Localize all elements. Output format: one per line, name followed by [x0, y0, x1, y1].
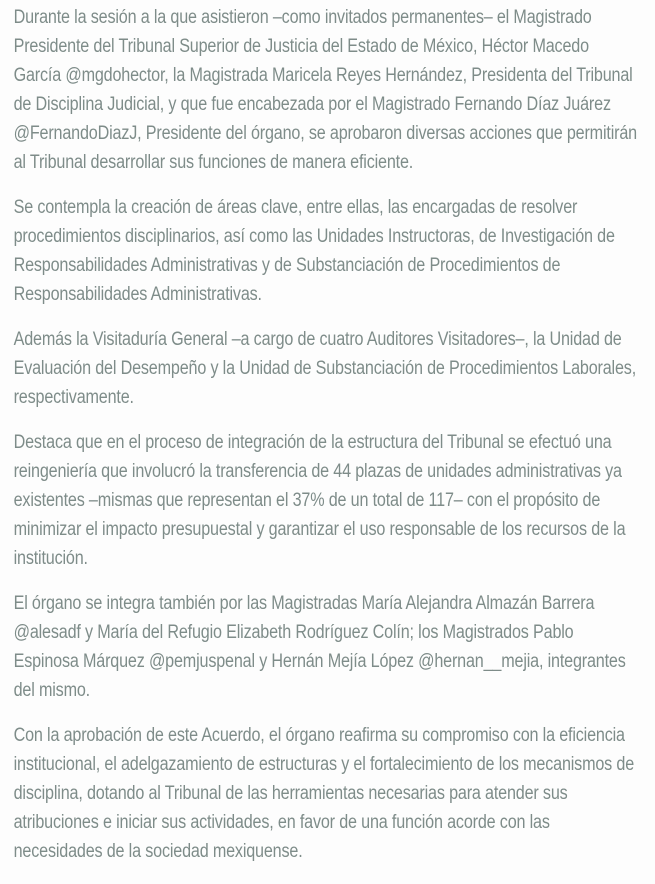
article-paragraph: Durante la sesión a la que asistieron –como invitados permanentes– el Magistrado Presidente del Tribunal Superior de Justicia del Estado de México, Héctor Macedo García @mgdohector, la Magistrada Maricela Reyes Hernández, Presidenta del Tribunal de Disciplina Judicial, y que fue encabezada por el Magistrado Fernando Díaz Juárez @FernandoDiazJ, Presidente del órgano, se aprobaron diversas acciones que permitirán al Tribunal desarrollar sus funciones de manera eficiente. [13, 7, 637, 173]
article-paragraph: El órgano se integra también por las Magistradas María Alejandra Almazán Barrera @alesadf y María del Refugio Elizabeth Rodríguez Colín; los Magistrados Pablo Espinosa Márquez @pemjuspenal y Hernán Mejía López @hernan__mejia, integrantes del mismo. [13, 593, 626, 701]
article-paragraph: Destaca que en el proceso de integración de la estructura del Tribunal se efectuó una reingeniería que involucró la transferencia de 44 plazas de unidades administrativas ya existentes –mismas que representan el 37% de un total de 117– con el propósito de minimizar el impacto presupuestal y garantizar el uso responsable de los recursos de la institución. [13, 432, 626, 569]
article-paragraph: Se contempla la creación de áreas clave, entre ellas, las encargadas de resolver procedimientos disciplinarios, así como las Unidades Instructoras, de Investigación de Responsabilidades Administrativas y de Substanciación de Procedimientos de Responsabilidades Administrativas. [13, 197, 615, 305]
article-paragraph: Además la Visitaduría General –a cargo de cuatro Auditores Visitadores–, la Unidad de Evaluación del Desempeño y la Unidad de Substanciación de Procedimientos Laborales, respectivamente. [13, 329, 637, 408]
article-paragraph: Con la aprobación de este Acuerdo, el órgano reafirma su compromiso con la eficiencia institucional, el adelgazamiento de estructuras y el fortalecimiento de los mecanismos de disciplina, dotando al Tribunal de las herramientas necesarias para atender sus atribuciones e iniciar sus actividades, en favor de una función acorde con las necesidades de la sociedad mexiquense. [13, 725, 635, 862]
